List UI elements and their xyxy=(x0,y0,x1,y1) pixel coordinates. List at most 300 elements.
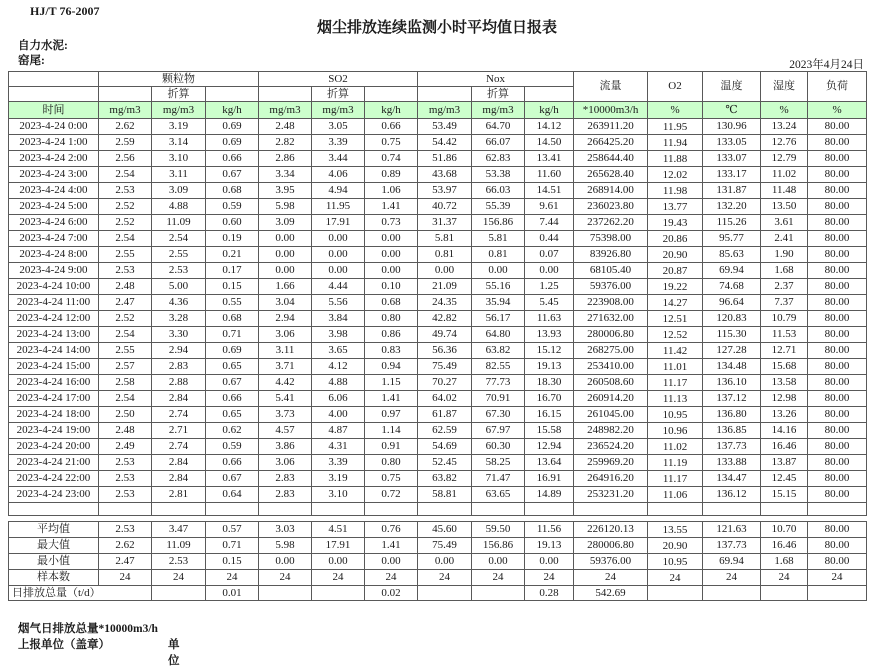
location-label: 窑尾: xyxy=(18,55,45,67)
value-cell: 0.00 xyxy=(365,247,418,263)
daily-total-cell xyxy=(152,586,206,601)
value-cell: 136.12 xyxy=(703,487,761,503)
flue-gas-total-note: 烟气日排放总量*10000m3/h xyxy=(18,623,158,635)
empty-cell xyxy=(418,503,472,516)
value-cell: 0.44 xyxy=(525,231,574,247)
value-cell: 133.88 xyxy=(703,455,761,471)
value-cell: 0.91 xyxy=(365,439,418,455)
value-cell: 67.30 xyxy=(472,407,525,423)
value-cell: 0.00 xyxy=(418,263,472,279)
value-cell: 133.17 xyxy=(703,167,761,183)
value-cell: 3.06 xyxy=(259,455,312,471)
company-label: 自力水泥: xyxy=(18,40,68,52)
value-cell: 67.97 xyxy=(472,423,525,439)
value-cell: 4.57 xyxy=(259,423,312,439)
so2-unit-mg: mg/m3 xyxy=(259,102,312,119)
time-cell: 2023-4-24 10:00 xyxy=(9,279,99,295)
time-cell: 2023-4-24 16:00 xyxy=(9,375,99,391)
time-cell: 2023-4-24 20:00 xyxy=(9,439,99,455)
nox-unit-kg: kg/h xyxy=(525,102,574,119)
value-cell: 1.41 xyxy=(365,391,418,407)
daily-total-row xyxy=(9,586,867,601)
value-cell: 127.28 xyxy=(703,343,761,359)
value-cell: 3.65 xyxy=(312,343,365,359)
col-header-load: 负荷 xyxy=(808,72,867,102)
value-cell: 2.52 xyxy=(99,215,152,231)
value-cell: 12.94 xyxy=(525,439,574,455)
value-cell: 19.43 xyxy=(648,215,703,231)
value-cell: 2.84 xyxy=(152,455,206,471)
value-cell: 63.65 xyxy=(472,487,525,503)
value-cell: 2.82 xyxy=(259,135,312,151)
value-cell: 10.96 xyxy=(648,423,703,439)
value-cell: 236023.80 xyxy=(574,199,648,215)
value-cell: 0.80 xyxy=(365,311,418,327)
value-cell: 0.00 xyxy=(259,263,312,279)
summary-value-cell: 137.73 xyxy=(703,538,761,554)
temp-unit: ℃ xyxy=(703,102,761,119)
value-cell: 0.00 xyxy=(365,231,418,247)
standard-number: HJ/T 76-2007 xyxy=(30,4,100,18)
time-cell: 2023-4-24 15:00 xyxy=(9,359,99,375)
summary-value-cell: 5.98 xyxy=(259,538,312,554)
value-cell: 64.70 xyxy=(472,119,525,135)
value-cell: 55.16 xyxy=(472,279,525,295)
value-cell: 2.94 xyxy=(259,311,312,327)
value-cell: 0.55 xyxy=(206,295,259,311)
value-cell: 3.34 xyxy=(259,167,312,183)
value-cell: 132.20 xyxy=(703,199,761,215)
value-cell: 35.94 xyxy=(472,295,525,311)
time-cell: 2023-4-24 9:00 xyxy=(9,263,99,279)
value-cell: 0.66 xyxy=(206,391,259,407)
empty-cell xyxy=(312,503,365,516)
table-row xyxy=(9,359,867,375)
value-cell: 259969.20 xyxy=(574,455,648,471)
value-cell: 268275.00 xyxy=(574,343,648,359)
value-cell: 14.16 xyxy=(761,423,808,439)
value-cell: 11.02 xyxy=(761,167,808,183)
value-cell: 4.87 xyxy=(312,423,365,439)
value-cell: 1.14 xyxy=(365,423,418,439)
empty-cell xyxy=(99,503,152,516)
reporting-unit-label: 上报单位（盖章） xyxy=(18,639,110,651)
summary-value-cell: 59.50 xyxy=(472,522,525,538)
value-cell: 2.83 xyxy=(152,359,206,375)
corner-cell-2 xyxy=(9,87,99,102)
value-cell: 0.00 xyxy=(472,263,525,279)
value-cell: 0.80 xyxy=(365,455,418,471)
value-cell: 5.81 xyxy=(472,231,525,247)
value-cell: 134.47 xyxy=(703,471,761,487)
table-row xyxy=(9,119,867,135)
value-cell: 131.87 xyxy=(703,183,761,199)
value-cell: 11.17 xyxy=(648,375,703,391)
value-cell: 2.84 xyxy=(152,391,206,407)
empty-cell xyxy=(808,503,867,516)
value-cell: 4.94 xyxy=(312,183,365,199)
value-cell: 0.69 xyxy=(206,343,259,359)
value-cell: 0.59 xyxy=(206,199,259,215)
summary-value-cell: 0.00 xyxy=(525,554,574,570)
value-cell: 11.94 xyxy=(648,135,703,151)
value-cell: 19.22 xyxy=(648,279,703,295)
table-row xyxy=(9,231,867,247)
summary-label: 最小值 xyxy=(9,554,99,570)
summary-value-cell: 2.47 xyxy=(99,554,152,570)
value-cell: 3.30 xyxy=(152,327,206,343)
value-cell: 74.68 xyxy=(703,279,761,295)
value-cell: 80.00 xyxy=(808,295,867,311)
value-cell: 0.81 xyxy=(418,247,472,263)
so2-unit-mg-conv: mg/m3 xyxy=(312,102,365,119)
value-cell: 63.82 xyxy=(418,471,472,487)
value-cell: 80.00 xyxy=(808,391,867,407)
value-cell: 15.68 xyxy=(761,359,808,375)
value-cell: 0.65 xyxy=(206,359,259,375)
value-cell: 11.02 xyxy=(648,439,703,455)
value-cell: 2.58 xyxy=(99,375,152,391)
units-row xyxy=(9,102,867,119)
value-cell: 18.30 xyxy=(525,375,574,391)
value-cell: 264916.20 xyxy=(574,471,648,487)
value-cell: 2.71 xyxy=(152,423,206,439)
value-cell: 0.10 xyxy=(365,279,418,295)
empty-cell xyxy=(703,503,761,516)
summary-value-cell: 80.00 xyxy=(808,538,867,554)
value-cell: 2.48 xyxy=(99,423,152,439)
value-cell: 0.73 xyxy=(365,215,418,231)
daily-total-cell xyxy=(761,586,808,601)
value-cell: 85.63 xyxy=(703,247,761,263)
value-cell: 3.11 xyxy=(259,343,312,359)
value-cell: 20.90 xyxy=(648,247,703,263)
value-cell: 96.64 xyxy=(703,295,761,311)
value-cell: 2.41 xyxy=(761,231,808,247)
value-cell: 13.77 xyxy=(648,199,703,215)
value-cell: 80.00 xyxy=(808,151,867,167)
time-cell: 2023-4-24 23:00 xyxy=(9,487,99,503)
nox-unit-mg-conv: mg/m3 xyxy=(472,102,525,119)
so2-unit-kg: kg/h xyxy=(365,102,418,119)
value-cell: 53.49 xyxy=(418,119,472,135)
value-cell: 0.00 xyxy=(312,263,365,279)
time-cell: 2023-4-24 11:00 xyxy=(9,295,99,311)
value-cell: 11.09 xyxy=(152,215,206,231)
value-cell: 3.44 xyxy=(312,151,365,167)
value-cell: 1.06 xyxy=(365,183,418,199)
summary-value-cell: 10.95 xyxy=(648,554,703,570)
value-cell: 3.71 xyxy=(259,359,312,375)
value-cell: 51.86 xyxy=(418,151,472,167)
value-cell: 223908.00 xyxy=(574,295,648,311)
value-cell: 13.58 xyxy=(761,375,808,391)
value-cell: 16.15 xyxy=(525,407,574,423)
summary-value-cell: 24 xyxy=(206,570,259,586)
time-cell: 2023-4-24 2:00 xyxy=(9,151,99,167)
value-cell: 14.50 xyxy=(525,135,574,151)
value-cell: 4.06 xyxy=(312,167,365,183)
value-cell: 2.56 xyxy=(99,151,152,167)
value-cell: 2.81 xyxy=(152,487,206,503)
so2-converted-header: 折算 xyxy=(312,87,365,102)
value-cell: 0.00 xyxy=(365,263,418,279)
value-cell: 1.66 xyxy=(259,279,312,295)
value-cell: 3.06 xyxy=(259,327,312,343)
value-cell: 0.67 xyxy=(206,375,259,391)
time-cell: 2023-4-24 8:00 xyxy=(9,247,99,263)
value-cell: 1.41 xyxy=(365,199,418,215)
value-cell: 13.26 xyxy=(761,407,808,423)
value-cell: 265628.40 xyxy=(574,167,648,183)
empty-cell xyxy=(259,503,312,516)
value-cell: 52.45 xyxy=(418,455,472,471)
value-cell: 11.60 xyxy=(525,167,574,183)
empty-cell xyxy=(472,503,525,516)
value-cell: 80.00 xyxy=(808,423,867,439)
col-header-o2: O2 xyxy=(648,72,703,102)
value-cell: 0.00 xyxy=(259,231,312,247)
table-row xyxy=(9,135,867,151)
summary-value-cell: 24 xyxy=(418,570,472,586)
summary-value-cell: 0.76 xyxy=(365,522,418,538)
value-cell: 0.64 xyxy=(206,487,259,503)
value-cell: 2.83 xyxy=(259,471,312,487)
value-cell: 60.30 xyxy=(472,439,525,455)
value-cell: 80.00 xyxy=(808,375,867,391)
value-cell: 0.83 xyxy=(365,343,418,359)
value-cell: 70.91 xyxy=(472,391,525,407)
value-cell: 258644.40 xyxy=(574,151,648,167)
value-cell: 0.65 xyxy=(206,407,259,423)
summary-value-cell: 0.00 xyxy=(365,554,418,570)
col-header-temp: 温度 xyxy=(703,72,761,102)
value-cell: 12.45 xyxy=(761,471,808,487)
value-cell: 80.00 xyxy=(808,471,867,487)
value-cell: 2.55 xyxy=(99,247,152,263)
value-cell: 2.83 xyxy=(259,487,312,503)
daily-total-cell: 0.01 xyxy=(206,586,259,601)
value-cell: 4.12 xyxy=(312,359,365,375)
summary-value-cell: 156.86 xyxy=(472,538,525,554)
table-row xyxy=(9,407,867,423)
value-cell: 280006.80 xyxy=(574,327,648,343)
value-cell: 5.45 xyxy=(525,295,574,311)
value-cell: 11.17 xyxy=(648,471,703,487)
empty-cell xyxy=(574,503,648,516)
value-cell: 10.79 xyxy=(761,311,808,327)
value-cell: 2.84 xyxy=(152,471,206,487)
value-cell: 58.81 xyxy=(418,487,472,503)
value-cell: 4.88 xyxy=(312,375,365,391)
value-cell: 2.54 xyxy=(152,231,206,247)
value-cell: 3.04 xyxy=(259,295,312,311)
value-cell: 80.00 xyxy=(808,311,867,327)
summary-value-cell: 24 xyxy=(808,570,867,586)
value-cell: 80.00 xyxy=(808,359,867,375)
time-cell: 2023-4-24 13:00 xyxy=(9,327,99,343)
table-row xyxy=(9,391,867,407)
value-cell: 0.69 xyxy=(206,135,259,151)
value-cell: 12.79 xyxy=(761,151,808,167)
value-cell: 11.95 xyxy=(648,119,703,135)
value-cell: 0.21 xyxy=(206,247,259,263)
summary-value-cell: 4.51 xyxy=(312,522,365,538)
value-cell: 2.53 xyxy=(152,263,206,279)
value-cell: 3.11 xyxy=(152,167,206,183)
value-cell: 3.05 xyxy=(312,119,365,135)
value-cell: 0.74 xyxy=(365,151,418,167)
summary-row xyxy=(9,538,867,554)
value-cell: 1.25 xyxy=(525,279,574,295)
pm-unit-mg: mg/m3 xyxy=(99,102,152,119)
summary-value-cell: 10.70 xyxy=(761,522,808,538)
time-cell: 2023-4-24 1:00 xyxy=(9,135,99,151)
value-cell: 4.31 xyxy=(312,439,365,455)
value-cell: 5.00 xyxy=(152,279,206,295)
time-cell: 2023-4-24 21:00 xyxy=(9,455,99,471)
value-cell: 136.80 xyxy=(703,407,761,423)
value-cell: 80.00 xyxy=(808,215,867,231)
summary-row xyxy=(9,554,867,570)
value-cell: 0.66 xyxy=(365,119,418,135)
value-cell: 12.71 xyxy=(761,343,808,359)
value-cell: 49.74 xyxy=(418,327,472,343)
table-row xyxy=(9,471,867,487)
value-cell: 0.15 xyxy=(206,279,259,295)
value-cell: 7.44 xyxy=(525,215,574,231)
page-title: 烟尘排放连续监测小时平均值日报表 xyxy=(316,20,557,36)
summary-value-cell: 45.60 xyxy=(418,522,472,538)
value-cell: 271632.00 xyxy=(574,311,648,327)
value-cell: 5.81 xyxy=(418,231,472,247)
value-cell: 13.87 xyxy=(761,455,808,471)
value-cell: 16.70 xyxy=(525,391,574,407)
value-cell: 66.03 xyxy=(472,183,525,199)
value-cell: 15.15 xyxy=(761,487,808,503)
value-cell: 80.00 xyxy=(808,183,867,199)
value-cell: 11.19 xyxy=(648,455,703,471)
value-cell: 54.42 xyxy=(418,135,472,151)
value-cell: 2.50 xyxy=(99,407,152,423)
empty-row xyxy=(9,503,867,516)
value-cell: 133.05 xyxy=(703,135,761,151)
value-cell: 136.10 xyxy=(703,375,761,391)
value-cell: 3.14 xyxy=(152,135,206,151)
summary-value-cell: 80.00 xyxy=(808,554,867,570)
value-cell: 0.81 xyxy=(472,247,525,263)
value-cell: 5.41 xyxy=(259,391,312,407)
col-group-so2: SO2 xyxy=(259,72,418,87)
value-cell: 0.94 xyxy=(365,359,418,375)
time-cell: 2023-4-24 6:00 xyxy=(9,215,99,231)
value-cell: 0.00 xyxy=(312,231,365,247)
value-cell: 237262.20 xyxy=(574,215,648,231)
value-cell: 0.69 xyxy=(206,119,259,135)
value-cell: 11.42 xyxy=(648,343,703,359)
value-cell: 2.55 xyxy=(152,247,206,263)
summary-value-cell: 0.15 xyxy=(206,554,259,570)
summary-value-cell: 0.57 xyxy=(206,522,259,538)
summary-table xyxy=(8,521,867,601)
value-cell: 0.89 xyxy=(365,167,418,183)
value-cell: 14.12 xyxy=(525,119,574,135)
value-cell: 261045.00 xyxy=(574,407,648,423)
summary-value-cell: 2.53 xyxy=(99,522,152,538)
summary-value-cell: 24 xyxy=(703,570,761,586)
summary-value-cell: 24 xyxy=(259,570,312,586)
value-cell: 70.27 xyxy=(418,375,472,391)
value-cell: 75.49 xyxy=(418,359,472,375)
table-row xyxy=(9,167,867,183)
value-cell: 0.66 xyxy=(206,151,259,167)
value-cell: 12.51 xyxy=(648,311,703,327)
value-cell: 11.48 xyxy=(761,183,808,199)
table-row xyxy=(9,487,867,503)
table-row xyxy=(9,151,867,167)
header-group-row xyxy=(9,72,867,87)
unit-label: 单位 xyxy=(168,639,180,667)
value-cell: 137.73 xyxy=(703,439,761,455)
value-cell: 21.09 xyxy=(418,279,472,295)
value-cell: 15.12 xyxy=(525,343,574,359)
value-cell: 2.48 xyxy=(259,119,312,135)
summary-value-cell: 24 xyxy=(574,570,648,586)
time-cell: 2023-4-24 19:00 xyxy=(9,423,99,439)
value-cell: 266425.20 xyxy=(574,135,648,151)
empty-cell xyxy=(206,503,259,516)
value-cell: 13.24 xyxy=(761,119,808,135)
time-cell: 2023-4-24 0:00 xyxy=(9,119,99,135)
value-cell: 11.63 xyxy=(525,311,574,327)
value-cell: 64.80 xyxy=(472,327,525,343)
table-row xyxy=(9,247,867,263)
value-cell: 2.53 xyxy=(99,183,152,199)
value-cell: 1.90 xyxy=(761,247,808,263)
value-cell: 59376.00 xyxy=(574,279,648,295)
time-cell: 2023-4-24 22:00 xyxy=(9,471,99,487)
value-cell: 3.61 xyxy=(761,215,808,231)
value-cell: 0.62 xyxy=(206,423,259,439)
value-cell: 55.39 xyxy=(472,199,525,215)
value-cell: 253231.20 xyxy=(574,487,648,503)
value-cell: 53.97 xyxy=(418,183,472,199)
value-cell: 4.42 xyxy=(259,375,312,391)
summary-value-cell: 2.53 xyxy=(152,554,206,570)
value-cell: 14.89 xyxy=(525,487,574,503)
table-row xyxy=(9,343,867,359)
daily-total-cell xyxy=(312,586,365,601)
summary-value-cell: 11.09 xyxy=(152,538,206,554)
value-cell: 19.13 xyxy=(525,359,574,375)
value-cell: 133.07 xyxy=(703,151,761,167)
value-cell: 17.91 xyxy=(312,215,365,231)
value-cell: 2.52 xyxy=(99,199,152,215)
value-cell: 0.75 xyxy=(365,135,418,151)
summary-value-cell: 280006.80 xyxy=(574,538,648,554)
value-cell: 5.56 xyxy=(312,295,365,311)
value-cell: 0.68 xyxy=(365,295,418,311)
table-row xyxy=(9,327,867,343)
value-cell: 64.02 xyxy=(418,391,472,407)
value-cell: 137.12 xyxy=(703,391,761,407)
summary-value-cell: 24 xyxy=(365,570,418,586)
value-cell: 2.55 xyxy=(99,343,152,359)
value-cell: 62.59 xyxy=(418,423,472,439)
daily-total-cell: 0.28 xyxy=(525,586,574,601)
summary-value-cell: 1.68 xyxy=(761,554,808,570)
summary-value-cell: 0.00 xyxy=(312,554,365,570)
